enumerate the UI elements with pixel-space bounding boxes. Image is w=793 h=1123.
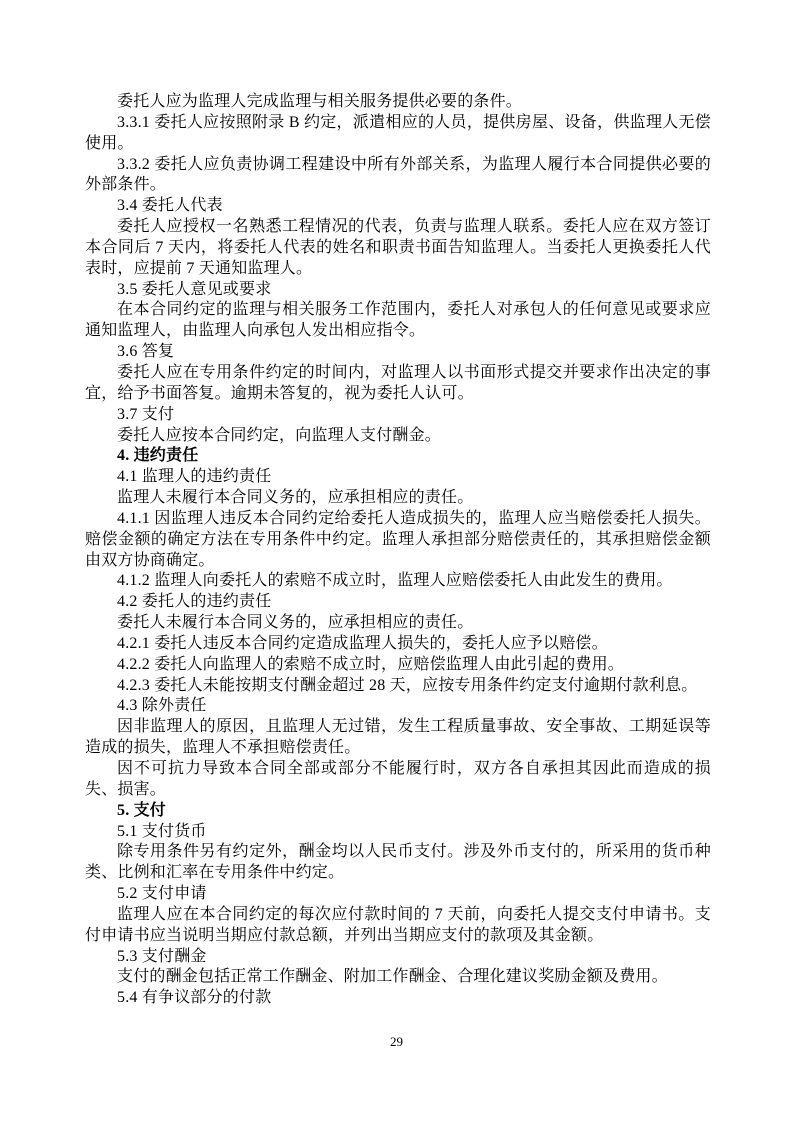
paragraph: 4.1 监理人的违约责任 bbox=[117, 468, 272, 486]
paragraph: 3.5 委托人意见或要求 bbox=[117, 280, 272, 298]
paragraph: 委托人应在专用条件约定的时间内，对监理人以书面形式提交并要求作出决定的事宜，给予书面答复。逾期未答复的，视为委托人认可。 bbox=[85, 363, 711, 402]
paragraph: 3.7 支付 bbox=[117, 405, 175, 423]
paragraph: 4.3 除外责任 bbox=[117, 697, 207, 715]
paragraph: 委托人应按本合同约定，向监理人支付酬金。 bbox=[117, 426, 442, 444]
document-body bbox=[85, 92, 711, 1009]
paragraph: 除专用条件另有约定外，酬金均以人民币支付。涉及外币支付的，所采用的货币种类、比例和汇率在专用条件中约定。 bbox=[85, 843, 711, 882]
paragraph: 监理人未履行本合同义务的，应承担相应的责任。 bbox=[117, 489, 474, 507]
paragraph: 4.2.3 委托人未能按期支付酬金超过 28 天，应按专用条件约定支付逾期付款利息。 bbox=[117, 676, 698, 694]
paragraph: 因非监理人的原因，且监理人无过错，发生工程质量事故、安全事故、工期延误等造成的损失，监理人不承担赔偿责任。 bbox=[85, 718, 711, 757]
paragraph: 因不可抗力导致本合同全部或部分不能履行时，双方各自承担其因此而造成的损失、损害。 bbox=[85, 760, 711, 798]
section-heading: 5. 支付 bbox=[117, 801, 167, 819]
paragraph: 4.1.2 监理人向委托人的索赔不成立时，监理人应赔偿委托人由此发生的费用。 bbox=[117, 572, 673, 590]
paragraph: 3.3.2 委托人应负责协调工程建设中所有外部关系，为监理人履行本合同提供必要的外部条件。 bbox=[85, 155, 711, 194]
paragraph: 4.2.2 委托人向监理人的索赔不成立时，应赔偿监理人由此引起的费用。 bbox=[117, 655, 625, 673]
paragraph: 委托人应为监理人完成监理与相关服务提供必要的条件。 bbox=[117, 93, 523, 110]
paragraph: 委托人应授权一名熟悉工程情况的代表，负责与监理人联系。委托人应在双方签订本合同后 7 天内，将委托人代表的姓名和职责书面告知监理人。当委托人更换委托人代表时，应提前 7 天通知监理人。 bbox=[85, 218, 711, 277]
paragraph: 在本合同约定的监理与相关服务工作范围内，委托人对承包人的任何意见或要求应通知监理人，由监理人向承包人发出相应指令。 bbox=[85, 301, 711, 340]
paragraph: 支付的酬金包括正常工作酬金、附加工作酬金、合理化建议奖励金额及费用。 bbox=[117, 968, 668, 986]
paragraph: 3.6 答复 bbox=[117, 343, 175, 361]
paragraph: 5.4 有争议部分的付款 bbox=[117, 989, 272, 1007]
paragraph: 3.3.1 委托人应按照附录 B 约定，派遣相应的人员，提供房屋、设备，供监理人无偿使用。 bbox=[85, 113, 711, 152]
paragraph: 5.2 支付申请 bbox=[117, 885, 207, 903]
paragraph: 4.2 委托人的违约责任 bbox=[117, 593, 272, 611]
paragraph: 4.2.1 委托人违反本合同约定造成监理人损失的，委托人应予以赔偿。 bbox=[117, 634, 608, 652]
paragraph: 5.3 支付酬金 bbox=[117, 947, 207, 965]
paragraph: 委托人未履行本合同义务的，应承担相应的责任。 bbox=[117, 614, 474, 632]
paragraph: 3.4 委托人代表 bbox=[117, 197, 223, 215]
section-heading: 4. 违约责任 bbox=[117, 447, 199, 465]
paragraph: 5.1 支付货币 bbox=[117, 822, 207, 840]
paragraph: 监理人应在本合同约定的每次应付款时间的 7 天前，向委托人提交支付申请书。支付申请书应当说明当期应付款总额，并列出当期应支付的款项及其金额。 bbox=[85, 905, 711, 944]
page-number: 29 bbox=[390, 1034, 403, 1049]
paragraph: 4.1.1 因监理人违反本合同约定给委托人造成损失的，监理人应当赔偿委托人损失。赔偿金额的确定方法在专用条件中约定。监理人承担部分赔偿责任的，其承担赔偿金额由双方协商确定。 bbox=[85, 509, 711, 569]
